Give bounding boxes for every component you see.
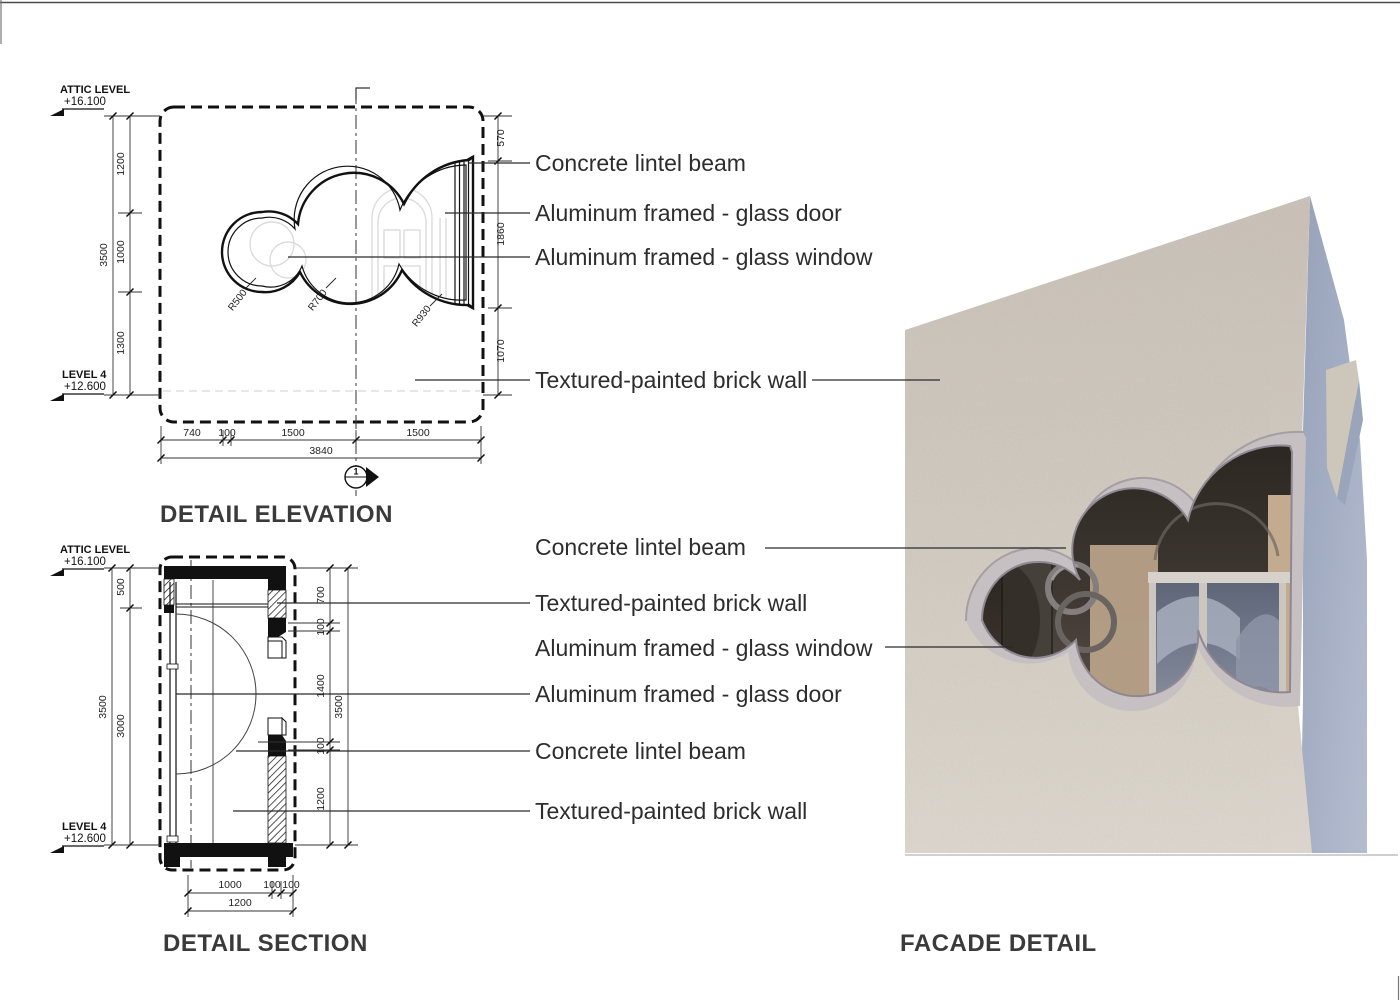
title-detail-section: DETAIL SECTION [163, 930, 368, 957]
level-marker-value: +16.100 [64, 96, 106, 108]
facade-render [900, 190, 1398, 858]
level-marker-label: ATTIC LEVEL [60, 84, 131, 96]
dim-label: 3000 [115, 714, 127, 738]
detail-section-drawing [97, 557, 358, 917]
annotation-label: Textured-painted brick wall [535, 798, 808, 824]
dim-label: 1200 [315, 787, 327, 811]
level-marker-value: +16.100 [64, 556, 106, 568]
radius-label-r700: R700 [306, 287, 330, 314]
dim-label: 100 [315, 618, 327, 636]
dim-label: 500 [115, 578, 127, 596]
section-bottom-slab [164, 843, 293, 857]
dim-label: 570 [495, 129, 507, 147]
level-marker-label: LEVEL 4 [62, 369, 107, 381]
annotation-label: Concrete lintel beam [535, 738, 746, 764]
annotation-labels [535, 150, 873, 824]
detail-elevation-drawing [98, 88, 512, 496]
section-glass-door [167, 582, 178, 845]
level-marker-value: +12.600 [64, 381, 106, 393]
dim-label: 1200 [115, 152, 127, 176]
radius-label-r500: R500 [226, 287, 250, 314]
marker-number: 1 [353, 466, 359, 477]
section-right-black-2 [268, 618, 286, 637]
dim-label: 100 [218, 427, 236, 439]
dim-label: 100 [282, 879, 300, 891]
annotation-label: Aluminum framed - glass door [535, 200, 842, 226]
dim-label: 3500 [97, 695, 109, 719]
elevation-dim-lines [104, 116, 512, 464]
section-top-slab [164, 566, 286, 579]
facade-side-face [1300, 196, 1367, 853]
annotation-label: Concrete lintel beam [535, 150, 746, 176]
annotation-label: Aluminum framed - glass window [535, 635, 873, 661]
section-bottom-foot-right [268, 857, 286, 867]
cloud-opening-inner [228, 165, 466, 303]
section-right-brick-lower [268, 756, 286, 843]
section-right-brick-upper [268, 590, 286, 618]
dim-label: 100 [263, 879, 281, 891]
section-left-lintel [164, 605, 174, 613]
level-marker-value: +12.600 [64, 833, 106, 845]
dim-label: 1500 [406, 427, 430, 439]
dim-label: 3840 [309, 445, 333, 457]
elevation-ref-elbow [356, 88, 370, 100]
annotation-label: Textured-painted brick wall [535, 367, 808, 393]
section-bottom-foot-left [164, 857, 180, 867]
dim-label: 100 [315, 737, 327, 755]
dim-label: 700 [315, 586, 327, 604]
door-head-frame [1148, 572, 1296, 583]
radius-label-r930: R930 [410, 303, 434, 330]
annotation-label: Aluminum framed - glass window [535, 244, 873, 270]
title-detail-elevation: DETAIL ELEVATION [160, 501, 393, 528]
annotation-label: Concrete lintel beam [535, 534, 746, 560]
dim-label: 740 [183, 427, 201, 439]
dim-label: 1400 [315, 674, 327, 698]
level-marker-label: LEVEL 4 [62, 821, 107, 833]
elevation-mullion-band [455, 156, 473, 309]
section-right-black-1 [268, 579, 286, 590]
dim-label: 1860 [495, 222, 507, 246]
elevation-panel-outline [160, 107, 483, 422]
dim-label: 1500 [281, 427, 305, 439]
dim-label: 1000 [218, 879, 242, 891]
dim-label: 1070 [495, 339, 507, 363]
dim-label: 1200 [228, 897, 252, 909]
dim-label: 3500 [333, 695, 345, 719]
section-frame-sill [268, 718, 282, 735]
dim-label: 3500 [98, 243, 110, 267]
annotation-label: Textured-painted brick wall [535, 590, 808, 616]
section-left-brick [164, 579, 174, 605]
dim-label: 1300 [115, 331, 127, 355]
elevation-dim-ticks [110, 113, 502, 462]
section-right-black-3 [268, 735, 286, 756]
annotation-label: Aluminum framed - glass door [535, 681, 842, 707]
section-cut-marker [345, 466, 379, 488]
dim-label: 1000 [115, 240, 127, 264]
level-marker-label: ATTIC LEVEL [60, 544, 131, 556]
title-facade-detail: FACADE DETAIL [900, 930, 1097, 957]
